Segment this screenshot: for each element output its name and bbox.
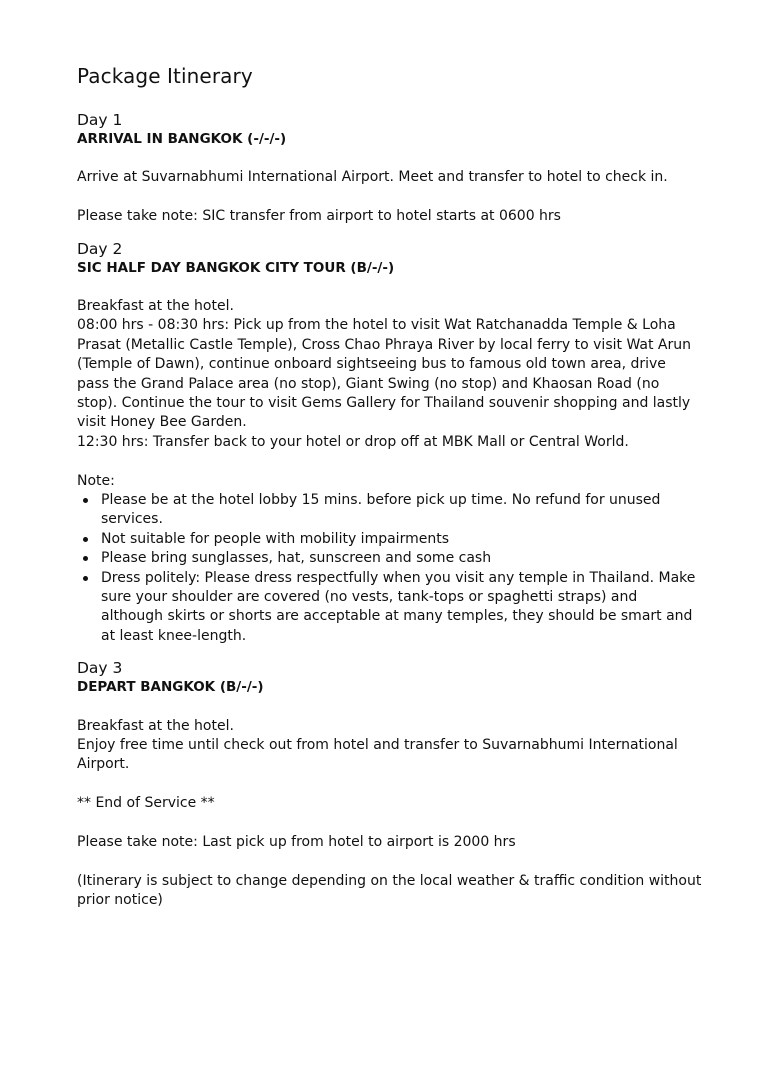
day-3-heading: DEPART BANGKOK (B/-/-) — [77, 679, 264, 696]
list-item: Please bring sunglasses, hat, sunscreen and some cash — [101, 549, 702, 568]
day-2-morning-schedule: 08:00 hrs - 08:30 hrs: Pick up from the hotel to visit Wat Ratchanadda Temple & Loha Prasat (Metallic Castle Temple), Cross Chao Phraya River by local ferry to visit Wat Arun (Temple of Dawn), continue onboard sightseeing bus to famous old town area, drive pass the Grand Palace area (no stop), Giant Swing (no stop) and Khaosan Road (no stop). Continue the tour to visit Gems Gallery for Thailand souvenir shopping and lastly visit Honey Bee Garden. — [77, 317, 691, 431]
day-3-pickup-note: Please take note: Last pick up from hotel to airport is 2000 hrs — [77, 834, 516, 851]
day-2-heading: SIC HALF DAY BANGKOK CITY TOUR (B/-/-) — [77, 259, 395, 276]
day-2-breakfast-text: Breakfast at the hotel. — [77, 297, 234, 314]
day-2-label: Day 2 — [77, 239, 123, 258]
day-2-section — [77, 239, 702, 647]
day-2-note-label: Note: — [77, 472, 115, 489]
day-1-label: Day 1 — [77, 111, 123, 129]
page-title: Package Itinerary — [77, 64, 253, 88]
day-3-section — [77, 658, 702, 910]
list-item: Dress politely: Please dress respectfully when you visit any temple in Thailand. Make sure your shoulder are covered (no vests, tank-tops or spaghetti straps) and although skirts or shorts are acceptable at many temples, they should be smart and at least knee-length. — [101, 569, 702, 647]
day-1-heading: ARRIVAL IN BANGKOK (-/-/-) — [77, 131, 287, 147]
day-3-breakfast-text: Breakfast at the hotel. — [77, 717, 234, 734]
end-of-service-text: ** End of Service ** — [77, 795, 215, 812]
day-1-transfer-note: Please take note: SIC transfer from airport to hotel starts at 0600 hrs — [77, 208, 561, 225]
list-item: Not suitable for people with mobility impairments — [101, 530, 702, 549]
day-1-section — [77, 110, 702, 227]
itinerary-disclaimer: (Itinerary is subject to change depending on the local weather & traffic condition without prior notice) — [77, 872, 702, 909]
day-1-arrival-text: Arrive at Suvarnabhumi International Airport. Meet and transfer to hotel to check in. — [77, 169, 668, 186]
day-3-free-time-text: Enjoy free time until check out from hotel and transfer to Suvarnabhumi International Airport. — [77, 737, 678, 773]
list-item: Please be at the hotel lobby 15 mins. before pick up time. No refund for unused services. — [101, 491, 702, 530]
day-3-label: Day 3 — [77, 659, 123, 678]
day-2-notes-list — [77, 491, 702, 646]
day-2-afternoon-schedule: 12:30 hrs: Transfer back to your hotel or drop off at MBK Mall or Central World. — [77, 433, 629, 450]
itinerary-document — [77, 61, 702, 911]
